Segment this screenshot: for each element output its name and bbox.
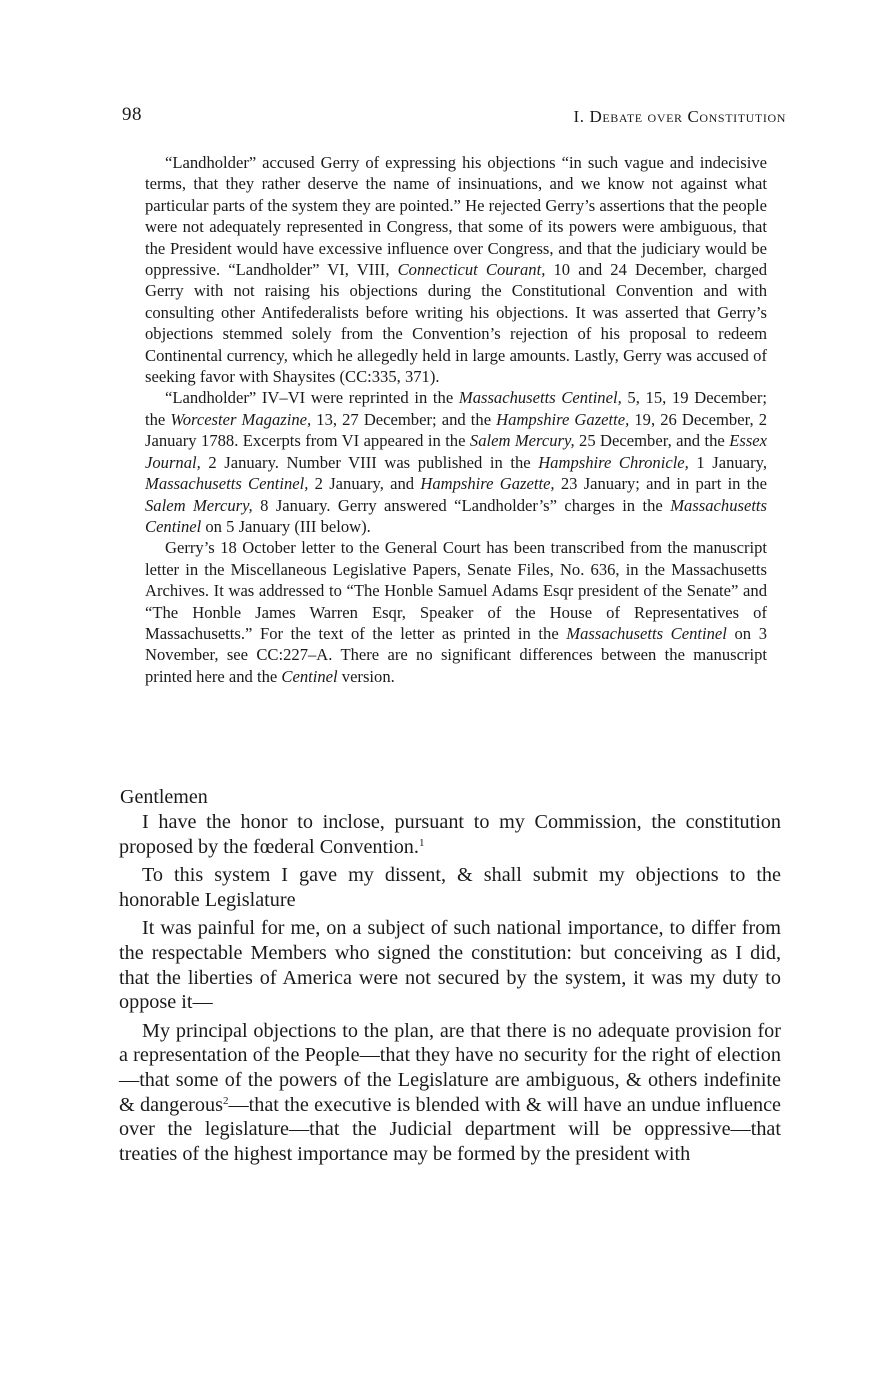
letter-paragraph-1: I have the honor to inclose, pursuant to my Commission, the constitution proposed by the fœderal Convention.$^1$ [119,811,781,858]
letter-paragraph-3: It was painful for me, on a subject of such national importance, to differ from the respectable Members who signed the constitution: but conceiving as I did, that the liberties of America were not secured by the system, it was my duty to oppose it— [119,917,781,1014]
running-head: I. Debate over Constitution [573,107,786,126]
footnote-ref-1: 1 [418,836,425,849]
page-number: 98 [122,104,142,125]
note-paragraph-3: Gerry’s 18 October letter to the General Court has been transcribed from the manuscript letter in the Miscellaneous Legislative Papers, Senate Files, No. 636, in the Massachusetts Archives. It was addressed to “The Honble Samuel Adams Esqr president of the Senate” and “The Honble James Warren Esqr, Speaker of the House of Representatives of Massachusetts.” For the text of the letter as printed in the Massachusetts Centinel on 3 November, see CC:227–A. There are no significant differences between the manuscript printed here and the Centinel version. [145,538,767,686]
letter-body [119,810,781,1170]
footnote-ref-2: 2 [222,1094,229,1107]
note-paragraph-2: “Landholder” IV–VI were reprinted in the Massachusetts Centinel, 5, 15, 19 December; the Worcester Magazine, 13, 27 December; and the Hampshire Gazette, 19, 26 December, 2 January 1788. Excerpts from VI appeared in the Salem Mercury, 25 December, and the Essex Journal, 2 January. Number VIII was published in the Hampshire Chronicle, 1 January, Massachusetts Centinel, 2 January, and Hampshire Gazette, 23 January; and in part in the Salem Mercury, 8 January. Gerry answered “Landholder’s” charges in the Massachusetts Centinel on 5 January (III below). [145,388,768,536]
editorial-note [145,152,767,687]
letter-paragraph-4: My principal objections to the plan, are that there is no adequate provision for a representation of the People—that they have no security for the right of election—that some of the powers of the Legislature are ambiguous, & others indefinite & dangerous$^2$—that the executive is blended with & will have an undue influence over the legislature—that the Judicial department will be oppressive—that treaties of the highest importance may be formed by the president with [119,1019,781,1165]
letter-salutation: Gentlemen [120,786,208,808]
note-paragraph-1: “Landholder” accused Gerry of expressing his objections “in such vague and indecisive terms, that they rather deserve the name of insinuations, and we know not against what particular parts of the system they are pointed.” He rejected Gerry’s assertions that the people were not adequately represented in Congress, that some of its powers were ambiguous, that the President would have excessive influence over Congress, and that the judiciary would be oppressive. “Landholder” VI, VIII, Connecticut Courant, 10 and 24 December, charged Gerry with not raising his objections during the Constitutional Convention and with consulting other Antifederalists before writing his objections. It was asserted that Gerry’s objections stemmed solely from the Convention’s rejection of his proposal to redeem Continental currency, which he allegedly held in large amounts. Lastly, Gerry was accused of seeking favor with Shaysites (CC:335, 371). [145,153,767,387]
letter-paragraph-2: To this system I gave my dissent, & shall submit my objections to the honorable Legislature [119,864,781,911]
